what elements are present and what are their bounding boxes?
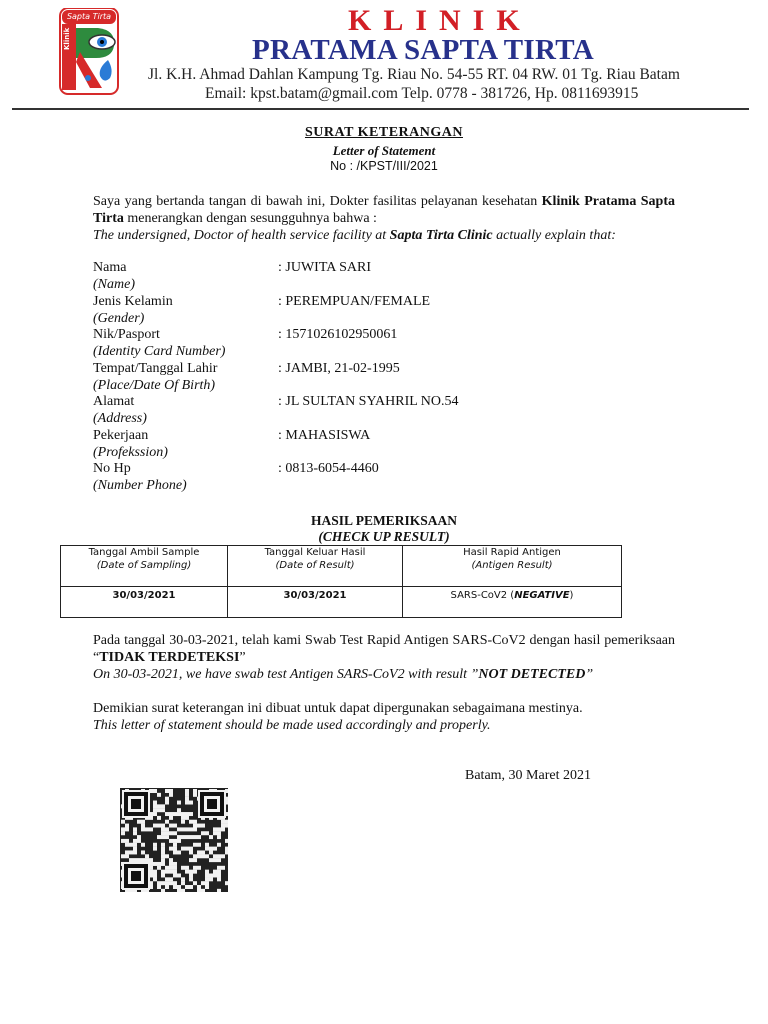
- letter-number: No : /KPST/III/2021: [330, 159, 438, 173]
- results-header-row: [61, 546, 622, 587]
- patient-details: [93, 260, 653, 495]
- field-identity: [93, 327, 653, 361]
- field-gender: [93, 294, 653, 328]
- clinic-logo: [58, 8, 128, 96]
- field-value: : 1571026102950061: [278, 327, 398, 342]
- logo-badge: Sapta Tirta: [62, 10, 116, 24]
- conclusion-paragraph: [93, 632, 675, 683]
- clinic-name: PRATAMA SAPTA TIRTA: [252, 34, 594, 66]
- qr-code-icon: [120, 788, 228, 892]
- field-label: Pekerjaan: [93, 427, 149, 443]
- conclusion-text-en: On 30-03-2021, we have swab test Antigen SARS-CoV2 with result ”NOT DETECTED”: [93, 667, 594, 682]
- logo-side-text: Klinik: [63, 27, 71, 50]
- header-divider: [12, 108, 749, 110]
- field-label-en: (Name): [93, 277, 135, 292]
- field-label: Alamat: [93, 394, 135, 409]
- field-label: No Hp: [93, 461, 131, 476]
- closing-text-id: Demikian surat keterangan ini dibuat untuk dapat dipergunakan sebagaimana mestinya.: [93, 701, 583, 716]
- field-label: Tempat/Tanggal Lahir: [93, 360, 218, 376]
- header-cell-antigen: Hasil Rapid Antigen (Antigen Result): [403, 546, 622, 587]
- signature-place-date: Batam, 30 Maret 2021: [465, 768, 591, 783]
- intro-text-id: Saya yang bertanda tangan di bawah ini, Dokter fasilitas pelayanan kesehatan Klinik Pratama Sapta Tirta menerangkan dengan sesungguhnya bahwa :: [93, 194, 675, 226]
- field-value: : MAHASISWA: [278, 427, 371, 443]
- field-label-en: (Gender): [93, 310, 145, 326]
- antigen-status: NEGATIVE: [514, 590, 570, 601]
- field-address: [93, 394, 653, 428]
- letter-title: SURAT KETERANGAN: [304, 125, 463, 140]
- closing-text-en: This letter of statement should be made used accordingly and properly.: [93, 718, 491, 733]
- intro-paragraph: [93, 193, 675, 244]
- klinik-heading: KLINIK: [348, 4, 532, 37]
- cell-sampling-date: 30/03/2021: [61, 587, 228, 618]
- field-value: : 0813-6054-4460: [278, 461, 379, 476]
- field-birth: [93, 361, 653, 395]
- clinic-contact: Email: kpst.batam@gmail.com Telp. 0778 - 381726, Hp. 0811693915: [205, 85, 639, 102]
- field-name: [93, 260, 653, 294]
- results-subtitle: (CHECK UP RESULT): [318, 529, 450, 544]
- field-occupation: [93, 428, 653, 462]
- conclusion-text-id: Pada tanggal 30-03-2021, telah kami Swab Test Rapid Antigen SARS-CoV2 dengan hasil pemeriksaan “TIDAK TERDETEKSI”: [93, 633, 675, 665]
- field-label-en: (Address): [93, 411, 147, 426]
- cell-antigen-result: SARS-CoV2 (NEGATIVE): [403, 587, 622, 618]
- letter-subtitle: Letter of Statement: [332, 143, 436, 158]
- field-label-en: (Profekssion): [93, 444, 168, 460]
- field-label: Nama: [93, 260, 127, 275]
- intro-text-en: The undersigned, Doctor of health service facility at Sapta Tirta Clinic actually explain that:: [93, 228, 616, 243]
- cell-result-date: 30/03/2021: [228, 587, 403, 618]
- clinic-address: Jl. K.H. Ahmad Dahlan Kampung Tg. Riau No. 54-55 RT. 04 RW. 01 Tg. Riau Batam: [148, 66, 680, 83]
- field-phone: [93, 461, 653, 495]
- results-data-row: [61, 587, 622, 618]
- header-cell-result-date: Tanggal Keluar Hasil (Date of Result): [228, 546, 403, 587]
- field-label-en: (Identity Card Number): [93, 344, 226, 359]
- field-label-en: (Number Phone): [93, 478, 187, 493]
- closing-paragraph: [93, 700, 675, 734]
- field-value: : JL SULTAN SYAHRIL NO.54: [278, 394, 459, 409]
- field-label-en: (Place/Date Of Birth): [93, 377, 216, 393]
- results-title: HASIL PEMERIKSAAN: [311, 513, 457, 528]
- field-value: : JUWITA SARI: [278, 260, 371, 275]
- header-cell-sampling: Tanggal Ambil Sample (Date of Sampling): [61, 546, 228, 587]
- field-label: Jenis Kelamin: [93, 293, 173, 309]
- field-label: Nik/Pasport: [93, 327, 160, 342]
- field-value: : JAMBI, 21-02-1995: [278, 360, 400, 376]
- field-value: : PEREMPUAN/FEMALE: [278, 293, 431, 309]
- results-table: [60, 545, 622, 618]
